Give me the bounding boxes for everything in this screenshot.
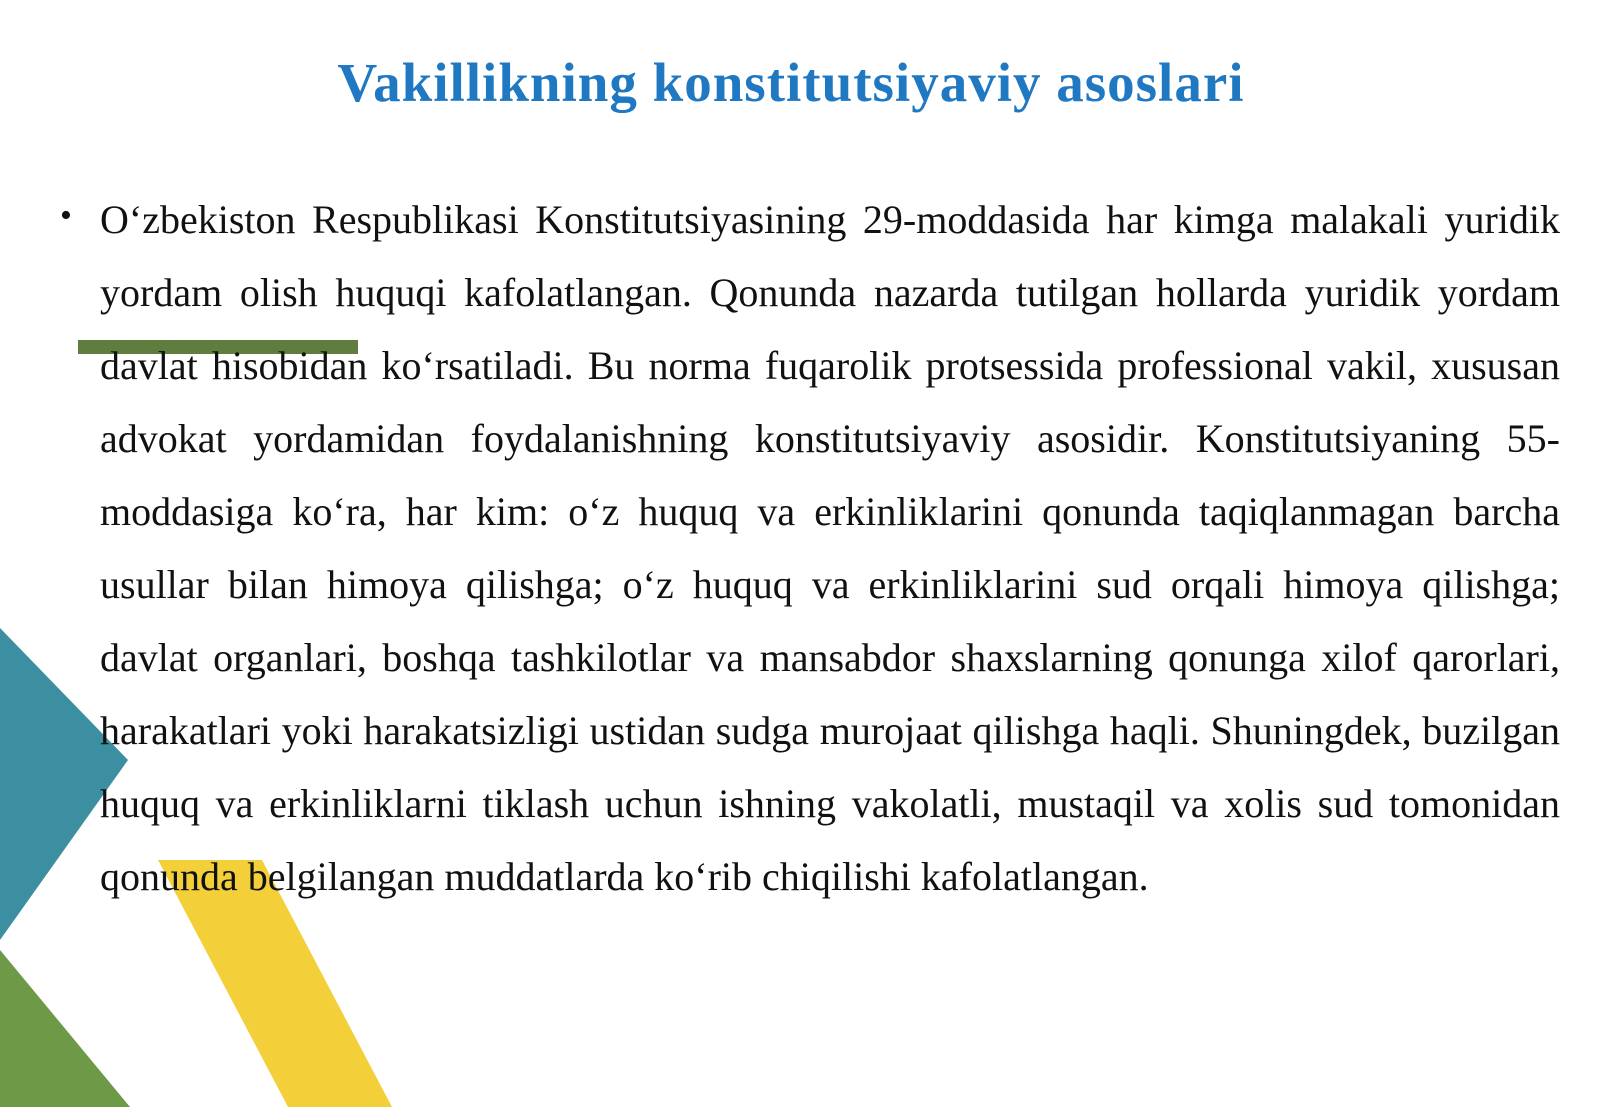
slide-title: Vakillikning konstitutsiyaviy asoslari (337, 52, 1245, 113)
green-triangle-shape (0, 950, 130, 1107)
bullet-point: • (60, 197, 72, 234)
slide-body-text: O‘zbekiston Respublikasi Konstitutsiyasining 29-moddasida har kimga malakali yuridik yordam olish huquqi kafolatlangan. Qonunda nazarda tutilgan hollarda yuridik yordam davlat hisobidan ko‘rsatiladi. Bu norma fuqarolik protsessida professional vakil, xususan advokat yordamidan foydalanishning konstitutsiyaviy asosidir. Konstitutsiyaning 55-moddasiga ko‘ra, har kim: o‘z huquq va erkinliklarini qonunda taqiqlanmagan barcha usullar bilan himoya qilishga; o‘z huquq va erkinliklarini sud orqali himoya qilishga; davlat organlari, boshqa tashkilotlar va mansabdor shaxslarning qonunga xilof qarorlari, harakatlari yoki harakatsizligi ustidan sudga murojaat qilishga haqli. Shuningdek, buzilgan huquq va erkinliklarni tiklash uchun ishning vakolatli, mustaqil va xolis sud tomonidan qonunda belgilangan muddatlarda ko‘rib chiqilishi kafolatlangan. (100, 197, 1560, 899)
